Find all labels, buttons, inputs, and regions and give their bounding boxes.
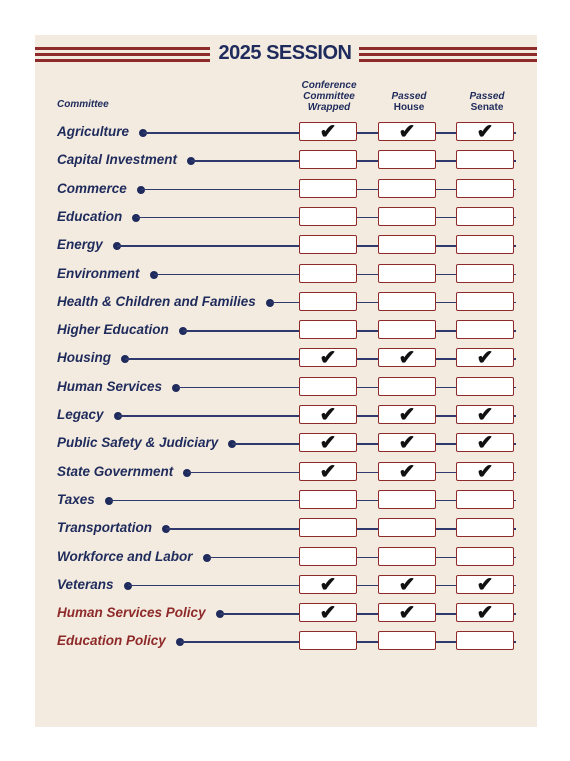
conference-status-box (299, 377, 357, 396)
senate-status-box (456, 347, 514, 370)
committee-row (0, 179, 570, 201)
conference-status-box (299, 547, 357, 566)
house-status-box (378, 432, 436, 455)
committee-label: Legacy (57, 407, 104, 422)
committee-label: Housing (57, 350, 111, 366)
committee-row (0, 207, 570, 229)
senate-status-box (456, 462, 514, 481)
checkmark-icon: ✔ (319, 573, 337, 596)
committee-row (0, 292, 570, 314)
committee-row (0, 150, 570, 172)
checkmark-icon: ✔ (319, 404, 337, 426)
checkmark-icon: ✔ (398, 121, 416, 143)
checkmark-icon: ✔ (398, 602, 416, 625)
committee-label: Human Services Policy (57, 605, 206, 621)
committee-row (0, 462, 570, 484)
house-status-box (378, 602, 436, 625)
checkmark-icon: ✔ (319, 347, 337, 370)
checkmark-icon: ✔ (398, 573, 416, 596)
senate-status-box (456, 631, 514, 650)
house-status-box (378, 122, 436, 141)
conference-status-box (299, 292, 357, 311)
committee-label: Agriculture (57, 124, 130, 139)
checkmark-icon: ✔ (476, 573, 494, 596)
checkmark-icon: ✔ (319, 432, 337, 455)
committee-label: Veterans (57, 576, 114, 592)
house-status-box (378, 179, 436, 198)
committee-row (0, 490, 570, 512)
house-status-box (378, 518, 436, 537)
conference-status-box (299, 235, 357, 254)
house-status-box (378, 347, 436, 370)
senate-status-box (456, 122, 514, 141)
conference-status-box (299, 602, 357, 625)
checkmark-icon: ✔ (398, 404, 416, 426)
committee-row (0, 433, 570, 455)
conference-status-box (299, 462, 357, 481)
committee-row (0, 603, 570, 625)
page-title: 2025 SESSION (0, 42, 570, 65)
senate-status-box (456, 235, 514, 254)
committee-label: Public Safety & Judiciary (57, 435, 219, 451)
conference-status-box (299, 150, 357, 169)
committee-label: Higher Education (57, 322, 169, 338)
committee-label: Capital Investment (57, 152, 178, 168)
checkmark-icon: ✔ (398, 460, 416, 483)
senate-status-box (456, 377, 514, 396)
committee-row (0, 631, 570, 653)
committee-row (0, 518, 570, 540)
house-status-box (378, 405, 436, 424)
house-status-box (378, 207, 436, 226)
conference-status-box (299, 405, 357, 424)
conference-status-box (299, 490, 357, 509)
house-column-header: Passed House (391, 91, 427, 113)
senate-column-header: Passed Senate (469, 91, 505, 113)
checkmark-icon: ✔ (476, 460, 494, 483)
conference-status-box (299, 347, 357, 370)
committee-row (0, 235, 570, 257)
conference-status-box (299, 179, 357, 198)
committee-row (0, 405, 570, 427)
committee-row (0, 547, 570, 569)
house-status-box (378, 150, 436, 169)
senate-status-box (456, 150, 514, 169)
senate-status-box (456, 179, 514, 198)
house-status-box (378, 462, 436, 481)
house-status-box (378, 292, 436, 311)
conference-status-box (299, 122, 357, 141)
checkmark-icon: ✔ (319, 121, 337, 143)
senate-status-box (456, 490, 514, 509)
committee-row (0, 348, 570, 370)
committee-row (0, 575, 570, 597)
house-status-box (378, 490, 436, 509)
senate-status-box (456, 547, 514, 566)
committee-label: Taxes (57, 491, 95, 507)
conference-column-header: Conference Committee Wrapped (301, 80, 357, 113)
committee-row (0, 320, 570, 342)
checkmark-icon: ✔ (398, 347, 416, 370)
conference-status-box (299, 631, 357, 650)
senate-status-box (456, 292, 514, 311)
senate-status-box (456, 320, 514, 339)
conference-status-box (299, 575, 357, 594)
senate-status-box (456, 602, 514, 625)
senate-status-box (456, 207, 514, 226)
checkmark-icon: ✔ (476, 121, 494, 143)
house-status-box (378, 264, 436, 283)
committee-row (0, 122, 570, 144)
conference-status-box (299, 518, 357, 537)
house-status-box (378, 235, 436, 254)
checkmark-icon: ✔ (476, 602, 494, 625)
checkmark-icon: ✔ (476, 347, 494, 370)
committee-label: Health & Children and Families (57, 293, 256, 309)
committee-label: Education Policy (57, 633, 166, 649)
house-status-box (378, 631, 436, 650)
committee-column-header: Committee (57, 99, 109, 110)
house-status-box (378, 575, 436, 594)
house-status-box (378, 377, 436, 396)
conference-status-box (299, 320, 357, 339)
committee-label: State Government (57, 463, 174, 479)
committee-row (0, 377, 570, 399)
senate-status-box (456, 575, 514, 594)
conference-status-box (299, 264, 357, 283)
checkmark-icon: ✔ (319, 460, 337, 483)
checkmark-icon: ✔ (319, 602, 337, 625)
committee-label: Human Services (57, 378, 163, 394)
conference-status-box (299, 207, 357, 226)
checkmark-icon: ✔ (476, 432, 494, 455)
committee-label: Education (57, 208, 123, 224)
checkmark-icon: ✔ (398, 432, 416, 455)
senate-status-box (456, 405, 514, 424)
committee-label: Commerce (57, 180, 127, 196)
senate-status-box (456, 432, 514, 455)
senate-status-box (456, 518, 514, 537)
committee-label: Energy (57, 237, 103, 253)
committee-label: Environment (57, 265, 140, 281)
house-status-box (378, 547, 436, 566)
committee-label: Transportation (57, 520, 153, 536)
house-status-box (378, 320, 436, 339)
checkmark-icon: ✔ (476, 404, 494, 426)
senate-status-box (456, 264, 514, 283)
committee-label: Workforce and Labor (57, 548, 193, 564)
conference-status-box (299, 432, 357, 455)
committee-row (0, 264, 570, 286)
